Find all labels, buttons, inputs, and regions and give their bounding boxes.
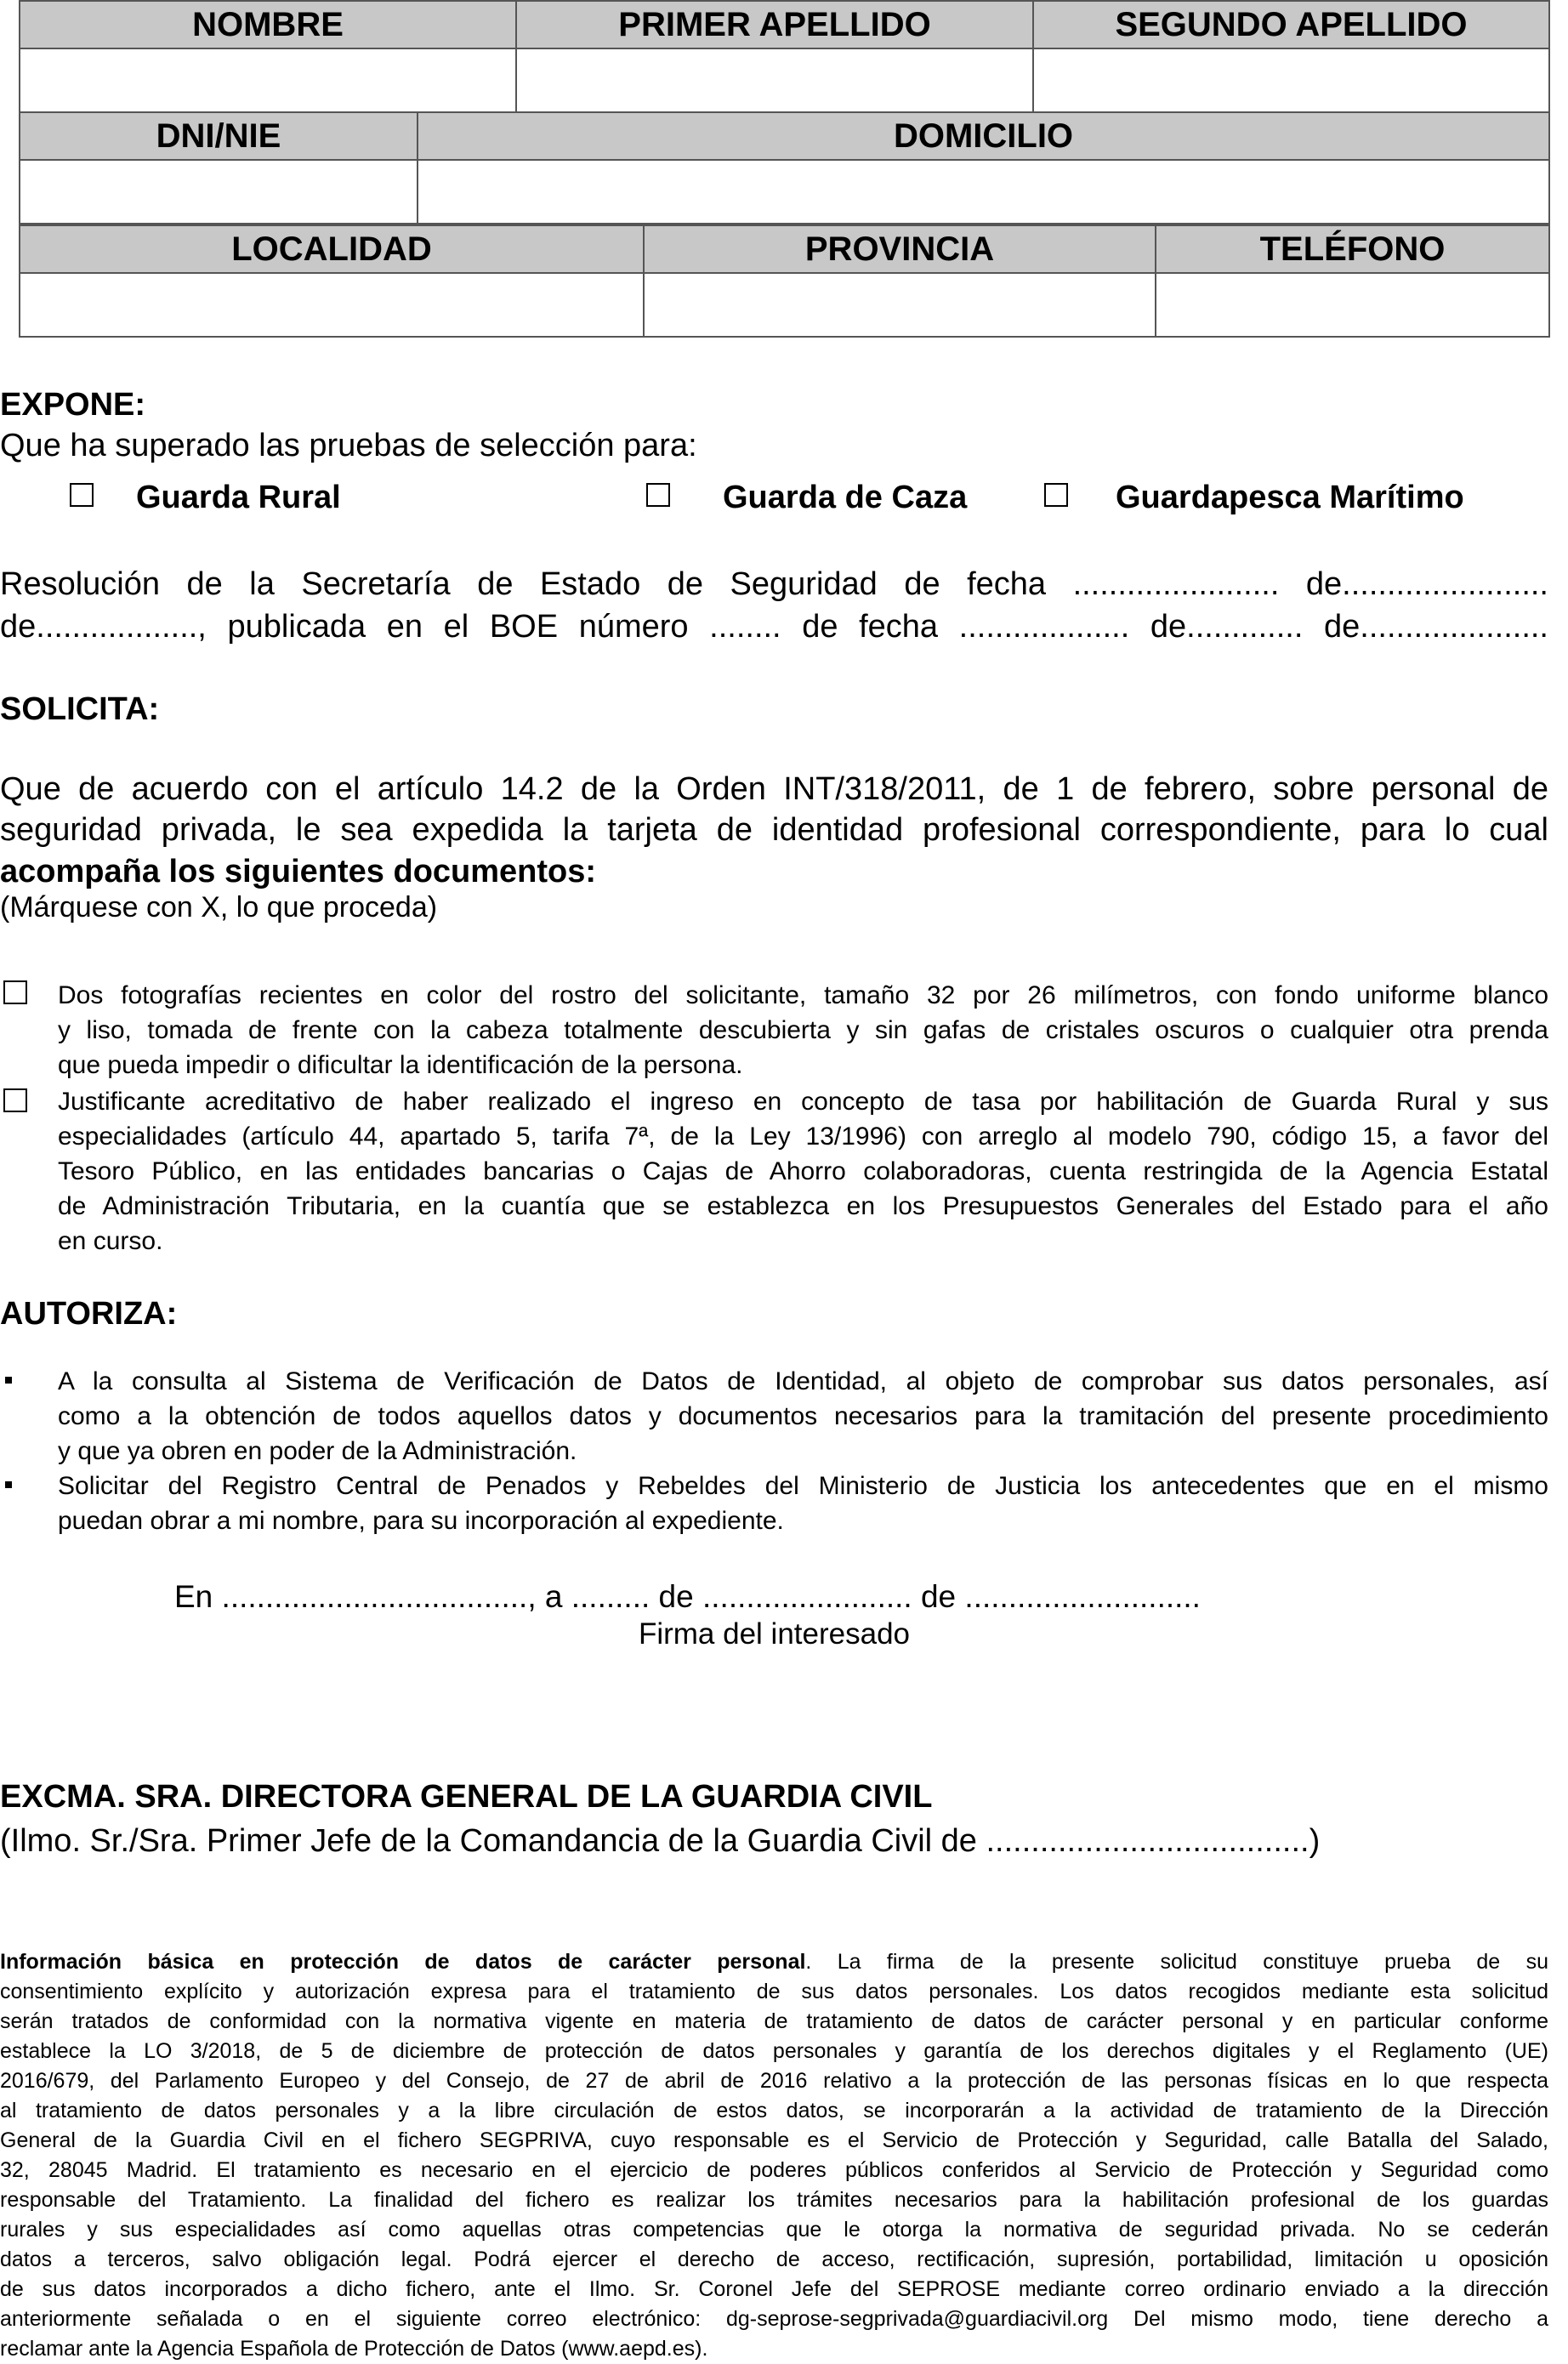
solicita-title: SOLICITA:: [0, 691, 160, 727]
proteccion-datos-line-5: 2016/679, del Parlamento Europeo y del Consejo, de 27 de abril de 2016 relativo a la protección de las personas físicas en lo que respecta: [0, 2069, 1548, 2093]
doc-justificante-line-4: de Administración Tributaria, en la cuantía que se establezca en los Presupuestos Generales del Estado para el año: [58, 1192, 1548, 1220]
proteccion-datos-line-7: General de la Guardia Civil en el fichero SEGPRIVA, cuyo responsable es el Servicio de Protección y Seguridad, calle Batalla del Salado,: [0, 2128, 1548, 2152]
destinatario-line-1: EXCMA. SRA. DIRECTORA GENERAL DE LA GUARDIA CIVIL: [0, 1779, 933, 1815]
destinatario-line-2: (Ilmo. Sr./Sra. Primer Jefe de la Comandancia de la Guardia Civil de ....................................): [0, 1823, 1321, 1859]
dni-field[interactable]: [20, 160, 418, 224]
identity-table-row2: [19, 111, 1550, 224]
autoriza-title: AUTORIZA:: [0, 1296, 178, 1332]
doc-fotografias-line-2: y liso, tomada de frente con la cabeza totalmente descubierta y sin gafas de cristales oscuros o cualquier otra prenda: [58, 1016, 1548, 1044]
autoriza-item-2: [58, 1469, 1548, 1538]
proteccion-datos-line-1: [0, 1947, 1548, 1977]
localidad-field[interactable]: [20, 273, 644, 337]
resolucion-line-1: Resolución de la Secretaría de Estado de Seguridad de fecha ....................... de.......................: [0, 566, 1548, 602]
solicita-line-2: seguridad privada, le sea expedida la tarjeta de identidad profesional correspondiente, para lo cual: [0, 812, 1548, 848]
resolucion-line-2: de.................., publicada en el BOE número ........ de fecha ................... de............. de.....................: [0, 609, 1548, 645]
doc-justificante-line-5: en curso.: [58, 1227, 163, 1255]
doc-justificante-line-2: especialidades (artículo 44, apartado 5, tarifa 7ª, de la Ley 13/1996) con arreglo al modelo 790, código 15, a favor del: [58, 1122, 1548, 1151]
checkbox-guardapesca[interactable]: [1044, 483, 1068, 511]
provincia-header: PROVINCIA: [644, 225, 1156, 273]
proteccion-datos-line-4: establece la LO 3/2018, de 5 de diciembre de protección de datos personales y garantía de los derechos digitales y el Reglamento (UE): [0, 2039, 1548, 2063]
proteccion-datos-line-14: reclamar ante la Agencia Española de Protección de Datos (www.aepd.es).: [0, 2337, 708, 2361]
doc-fotografias-line-3: que pueda impedir o dificultar la identificación de la persona.: [58, 1051, 743, 1079]
dni-header: DNI/NIE: [20, 112, 418, 160]
telefono-field[interactable]: [1156, 273, 1549, 337]
autoriza-item-1-line-2: como a la obtención de todos aquellos datos y documentos necesarios para la tramitación del presente procedimiento: [58, 1402, 1548, 1430]
bullet-icon: [5, 1377, 12, 1384]
proteccion-datos-line-2: consentimiento explícito y autorización expresa para el tratamiento de sus datos personales. Los datos recogidos mediante esta solicitud: [0, 1980, 1548, 2003]
segundo-apellido-header: SEGUNDO APELLIDO: [1033, 1, 1549, 48]
autoriza-item-2-line-2: puedan obrar a mi nombre, para su incorporación al expediente.: [58, 1507, 784, 1535]
proteccion-datos-line-13: anteriormente señalada o en el siguiente correo electrónico: dg-seprose-segprivada@guardiacivil.org Del mismo modo, tiene derecho a: [0, 2307, 1548, 2331]
checkbox-guarda-caza[interactable]: [646, 483, 670, 511]
domicilio-header: DOMICILIO: [418, 112, 1549, 160]
solicita-line-1: Que de acuerdo con el artículo 14.2 de la Orden INT/318/2011, de 1 de febrero, sobre personal de: [0, 771, 1548, 807]
proteccion-datos-line-9: responsable del Tratamiento. La finalidad del fichero es realizar los trámites necesarios para la habilitación profesional de los guardas: [0, 2188, 1548, 2212]
autoriza-item-2-line-1: Solicitar del Registro Central de Penados y Rebeldes del Ministerio de Justicia los antecedentes que en el mismo: [58, 1472, 1548, 1500]
proteccion-datos-line-11: datos a terceros, salvo obligación legal. Podrá ejercer el derecho de acceso, rectificación, supresión, portabilidad, limitación u oposición: [0, 2248, 1548, 2271]
checkbox-fotografias[interactable]: [3, 980, 27, 1009]
proteccion-datos-line-8: 32, 28045 Madrid. El tratamiento es necesario en el ejercicio de poderes públicos conferidos al Servicio de Protección y Seguridad como: [0, 2158, 1548, 2182]
proteccion-datos-line-1-text: . La firma de la presente solicitud constituye prueba de su: [805, 1950, 1548, 1974]
expone-title: EXPONE:: [0, 387, 146, 423]
checkbox-justificante[interactable]: [3, 1088, 27, 1117]
bullet-icon: [5, 1481, 12, 1488]
doc-fotografias: [58, 978, 1548, 1083]
proteccion-datos-line-3: serán tratados de conformidad con la normativa vigente en materia de tratamiento de datos de carácter personal y en particular conforme: [0, 2009, 1548, 2033]
doc-fotografias-line-1: Dos fotografías recientes en color del rostro del solicitante, tamaño 32 por 26 milímetros, con fondo uniforme blanco: [58, 981, 1548, 1009]
autoriza-item-1-line-1: A la consulta al Sistema de Verificación de Datos de Identidad, al objeto de comprobar sus datos personales, así: [58, 1367, 1548, 1395]
identity-table-row3: [19, 224, 1550, 338]
proteccion-datos-line-12: de sus datos incorporados a dicho fichero, ante el Ilmo. Sr. Coronel Jefe del SEPROSE mediante correo ordinario enviado a la dirección: [0, 2277, 1548, 2301]
identity-table-row1: [19, 0, 1550, 113]
lugar-fecha-line: En ..................................., a ......... de ........................ de ...........................: [174, 1579, 1201, 1614]
doc-justificante-line-3: Tesoro Público, en las entidades bancarias o Cajas de Ahorro colaboradoras, cuenta restringida de la Agencia Estatal: [58, 1157, 1548, 1185]
firma-label: Firma del interesado: [638, 1617, 911, 1651]
proteccion-datos-line-6: al tratamiento de datos personales y a la libre circulación de estos datos, se incorporarán a la actividad de tratamiento de la Dirección: [0, 2099, 1548, 2122]
primer-apellido-field[interactable]: [516, 48, 1033, 112]
provincia-field[interactable]: [644, 273, 1156, 337]
guardapesca-label: Guardapesca Marítimo: [1116, 480, 1464, 515]
proteccion-datos: [0, 1947, 1548, 2364]
localidad-header: LOCALIDAD: [20, 225, 644, 273]
guarda-caza-label: Guarda de Caza: [723, 480, 968, 515]
primer-apellido-header: PRIMER APELLIDO: [516, 1, 1033, 48]
guarda-rural-label: Guarda Rural: [136, 480, 341, 515]
doc-justificante-line-1: Justificante acreditativo de haber realizado el ingreso en concepto de tasa por habilitación de Guarda Rural y sus: [58, 1088, 1548, 1116]
autoriza-item-1-line-3: y que ya obren en poder de la Administración.: [58, 1437, 577, 1465]
nombre-header: NOMBRE: [20, 1, 516, 48]
checkbox-guarda-rural[interactable]: [70, 483, 94, 511]
autoriza-item-1: [58, 1364, 1548, 1469]
nombre-field[interactable]: [20, 48, 516, 112]
proteccion-datos-title: Información básica en protección de datos de carácter personal: [0, 1950, 806, 1974]
segundo-apellido-field[interactable]: [1033, 48, 1549, 112]
proteccion-datos-line-10: rurales y sus especialidades así como aquellas otras competencias que le otorga la normativa de seguridad privada. No se cederán: [0, 2218, 1548, 2242]
telefono-header: TELÉFONO: [1156, 225, 1549, 273]
expone-intro: Que ha superado las pruebas de selección para:: [0, 428, 697, 463]
solicita-note: (Márquese con X, lo que proceda): [0, 891, 438, 923]
doc-justificante: [58, 1084, 1548, 1259]
domicilio-field[interactable]: [418, 160, 1549, 224]
solicita-bold-line: acompaña los siguientes documentos:: [0, 854, 597, 889]
